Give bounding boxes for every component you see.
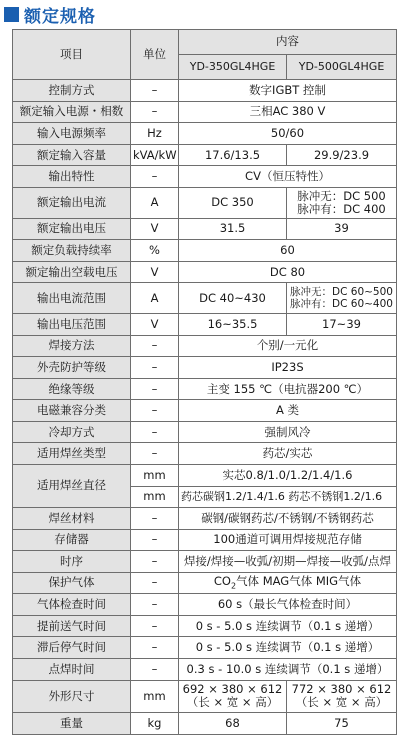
table-row: 外壳防护等级 – IP23S <box>13 357 397 379</box>
table-row: 输出电流范围 A DC 40~430 脉冲无：DC 60~500 脉冲有：DC 60~400 <box>13 283 397 314</box>
table-row: 焊接方法 – 个别/一元化 <box>13 335 397 357</box>
table-row: 适用焊丝直径 mm 实芯0.8/1.0/1.2/1.4/1.6 <box>13 465 397 487</box>
table-row: 存储器 – 100通道可调用焊接规范存储 <box>13 529 397 551</box>
table-row: 额定输入电源・相数 – 三相AC 380 V <box>13 101 397 123</box>
table-row: 输出电压范围 V 16~35.5 17~39 <box>13 314 397 336</box>
header-item: 项目 <box>13 30 131 80</box>
table-row: 额定输出电压 V 31.5 39 <box>13 218 397 240</box>
table-row: 滞后停气时间 – 0 s - 5.0 s 连续调节（0.1 s 递增） <box>13 637 397 659</box>
table-row: 额定输入容量 kVA/kW 17.6/13.5 29.9/23.9 <box>13 144 397 166</box>
section-title: 额定规格 <box>24 6 96 27</box>
table-row: 点焊时间 – 0.3 s - 10.0 s 连续调节（0.1 s 递增） <box>13 658 397 680</box>
table-row: 气体检查时间 – 60 s（最长气体检查时间） <box>13 594 397 616</box>
table-row: 焊丝材料 – 碳钢/碳钢药芯/不锈钢/不锈钢药芯 <box>13 508 397 530</box>
table-row: 额定输出空载电压 V DC 80 <box>13 261 397 283</box>
header-content: 内容 <box>179 30 397 55</box>
table-row: 输出特性 – CV（恒压特性） <box>13 166 397 188</box>
table-row: 外形尺寸 mm 692 × 380 × 612 （长 × 宽 × 高） 772 × 380 × 612 （长 × 宽 × 高） <box>13 680 397 713</box>
table-row: 额定输出电流 A DC 350 脉冲无：DC 500 脉冲有：DC 400 <box>13 188 397 219</box>
header-unit: 单位 <box>131 30 179 80</box>
table-row: 控制方式 – 数字IGBT 控制 <box>13 80 397 102</box>
table-row: 时序 – 焊接/焊接—收弧/初期—焊接—收弧/点焊 <box>13 551 397 573</box>
table-row: 提前送气时间 – 0 s - 5.0 s 连续调节（0.1 s 递增） <box>13 615 397 637</box>
table-row: 电磁兼容分类 – A 类 <box>13 400 397 422</box>
table-row: 适用焊丝类型 – 药芯/实芯 <box>13 443 397 465</box>
square-bullet-icon <box>4 7 19 22</box>
table-row: 保护气体 – $CO_2$气体 MAG气体 MIG气体 <box>13 572 397 594</box>
table-row: 重量 kg 68 75 <box>13 713 397 735</box>
header-model-a: YD-350GL4HGE <box>179 54 287 80</box>
table-row: 额定负载持续率 % 60 <box>13 240 397 262</box>
table-row: 冷却方式 – 强制风冷 <box>13 421 397 443</box>
table-row: 输入电源频率 Hz 50/60 <box>13 123 397 145</box>
section-header <box>4 3 96 25</box>
table-header-row <box>13 30 397 55</box>
spec-table <box>12 29 397 735</box>
table-row: 绝缘等级 – 主变 155 ℃（电抗器200 ℃） <box>13 378 397 400</box>
header-model-b: YD-500GL4HGE <box>287 54 397 80</box>
table-row: mm 药芯碳钢1.2/1.4/1.6 药芯不锈钢1.2/1.6 <box>13 486 397 508</box>
